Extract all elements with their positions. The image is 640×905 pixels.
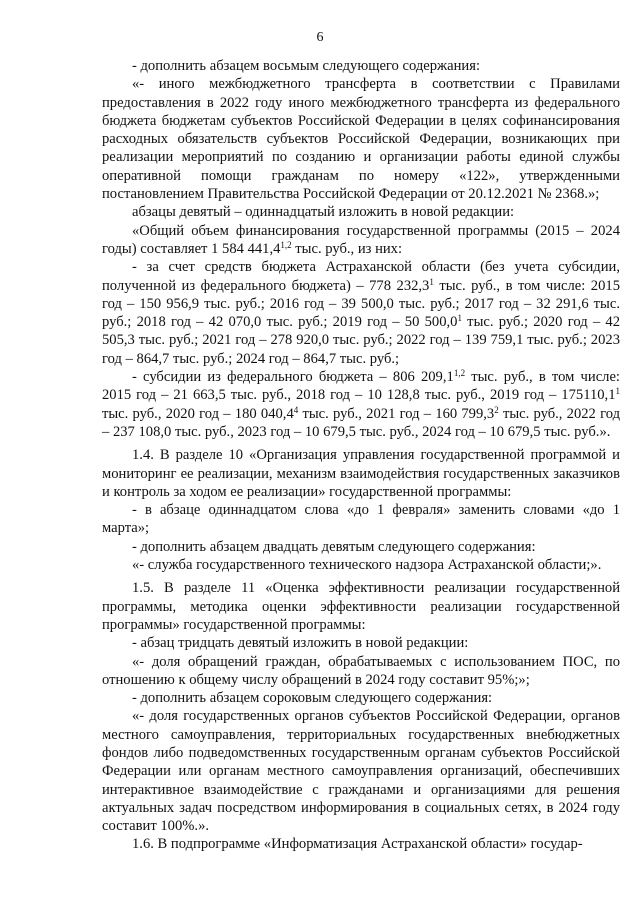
paragraph: «- доля государственных органов субъектов Российской Федерации, органов местного самоуправления, территориальных государственных внебюджетных фондов либо подведомственных государственным органам субъектов Российской Федерации или органам местного самоуправления организаций, обеспечивших интерактивное взаимодействие с гражданами и организациями для решения актуальных задач посредством информирования в социальных сетях, в 2024 году составит 100%.». [102,708,620,835]
page-number: 6 [316,30,324,45]
footnote-mark: 4 [293,404,299,415]
paragraph: - за счет средств бюджета Астраханской области (без учета субсидии, полученной из федерального бюджета) – 778 232,3$^1$ тыс. руб., в том числе: 2015 год – 150 956,9 тыс. руб.; 2016 год – 39 500,0 тыс. руб.; 2017 год – 32 291,6 тыс. руб.; 2018 год – 42 070,0 тыс. руб.; 2019 год – 50 500,0$^1$ тыс. руб.; 2020 год – 42 505,3 тыс. руб.; 2021 год – 278 920,0 тыс. руб.; 2022 год – 139 759,1 тыс. руб.; 2023 год – 864,7 тыс. руб.; 2024 год – 864,7 тыс. руб.; [102,259,620,367]
paragraph: - дополнить абзацем сороковым следующего содержания: [132,690,493,707]
paragraph: «- доля обращений граждан, обрабатываемых с использованием ПОС, по отношению к общему числу обращений в 2024 году составит 95%;»; [102,653,620,688]
footnote-mark: 2 [494,404,499,415]
footnote-mark: 1 [457,313,462,324]
paragraph: - субсидии из федерального бюджета – 806 209,1$^{1,2}$ тыс. руб., в том числе: 2015 год – 21 663,5 тыс. руб., 2018 год – 10 128,8 тыс. руб., 2019 год – 175110,1$^1$ тыс. руб., 2020 год – 180 040,4$^4$ тыс. руб., 2021 год – 160 799,3$^2$ тыс. руб., 2022 год – 237 108,0 тыс. руб., 2023 год – 10 679,5 тыс. руб., 2024 год – 10 679,5 тыс. руб.». [102,368,620,440]
footnote-mark: 1 [429,276,434,287]
paragraph: - дополнить абзацем двадцать девятым следующего содержания: [132,538,536,555]
paragraph: «Общий объем финансирования государственной программы (2015 – 2024 годы) составляет 1 584 441,4$^{1,2}$ тыс. руб., из них: [102,222,620,257]
paragraph: - дополнить абзацем восьмым следующего содержания: [132,58,481,74]
paragraph: 1.6. В подпрограмме «Информатизация Астраханской области» государ- [132,836,583,853]
paragraph: 1.5. В разделе 11 «Оценка эффективности реализации государственной программы, методика оценки эффективности реализации государственной программы» государственной программы: [102,580,620,633]
paragraph: абзацы девятый – одиннадцатый изложить в новой редакции: [132,204,515,221]
paragraph: «- служба государственного технического надзора Астраханской области;». [132,557,602,574]
footnote-mark: 1,2 [280,239,292,250]
document-body [102,57,620,854]
paragraph: - в абзаце одиннадцатом слова «до 1 февраля» заменить словами «до 1 марта»; [102,502,620,537]
paragraph: 1.4. В разделе 10 «Организация управления государственной программой и мониторинг ее реализации, механизм взаимодействия государственных заказчиков и контроль за ходом ее реализации» государственной программы: [102,447,620,500]
paragraph: - абзац тридцать девятый изложить в новой редакции: [132,635,469,652]
paragraph: «- иного межбюджетного трансферта в соответствии с Правилами предоставления в 2022 году иного межбюджетного трансферта из федерального бюджета бюджетам субъектов Российской Федерации в целях софинансирования расходных обязательств субъектов Российской Федерации, возникающих при реализации мероприятий по созданию и организации работы единой службы оперативной помощи гражданам по номеру «122», утвержденными постановлением Правительства Российской Федерации от 20.12.2021 № 2368.»; [102,76,620,203]
footnote-mark: 1,2 [453,368,466,379]
footnote-mark: 1 [615,386,620,397]
